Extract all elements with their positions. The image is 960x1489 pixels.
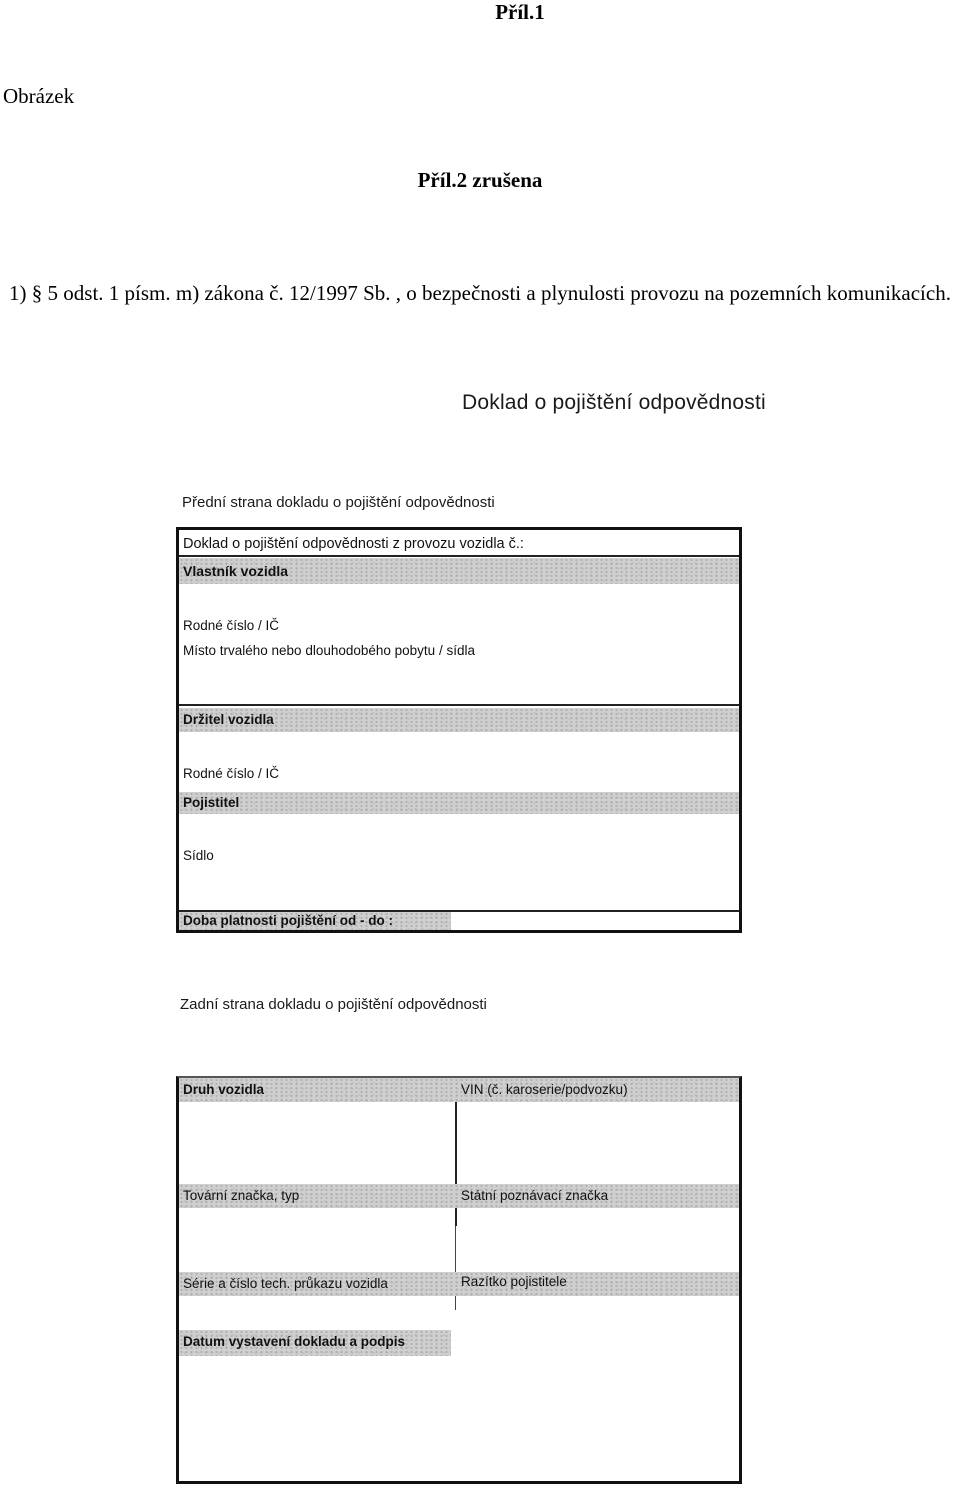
insurer-row (179, 792, 739, 814)
insurer-seat-label: Sídlo (183, 848, 214, 863)
front-form (176, 527, 742, 933)
cert-label: Série a číslo tech. průkazu vozidla (183, 1276, 388, 1291)
owner-label: Vlastník vozidla (183, 563, 289, 579)
vin-label: VIN (č. karoserie/podvozku) (461, 1082, 628, 1097)
stamp-label: Razítko pojistitele (461, 1274, 567, 1289)
appendix-2-heading: Příl.2 zrušena (417, 168, 543, 192)
appendix-1-heading: Příl.1 (495, 0, 545, 24)
owner-row (179, 558, 739, 584)
holder-label: Držitel vozidla (183, 712, 274, 727)
owner-address-label: Místo trvalého nebo dlouhodobého pobytu / sídla (183, 643, 475, 658)
insurer-label: Pojistitel (183, 795, 240, 810)
make-label: Tovární značka, typ (183, 1188, 300, 1203)
owner-id-label: Rodné číslo / IČ (183, 618, 280, 633)
issue-label: Datum vystavení dokladu a podpis (183, 1334, 406, 1349)
validity-row (179, 912, 739, 930)
column-divider (455, 1226, 456, 1310)
validity-label: Doba platnosti pojištění od - do : (183, 913, 393, 928)
back-section-title: Zadní strana dokladu o pojištění odpovědnosti (180, 996, 487, 1013)
holder-id-label: Rodné číslo / IČ (183, 766, 280, 781)
vehicle-type-label: Druh vozidla (183, 1082, 265, 1097)
footnote: 1) § 5 odst. 1 písm. m) zákona č. 12/1997 Sb. , o bezpečnosti a plynulosti provozu na pozemních komunikacích. (9, 281, 951, 305)
document-number-row (179, 533, 739, 557)
holder-row (179, 708, 739, 732)
document-number-label: Doklad o pojištění odpovědnosti z provozu vozidla č.: (183, 536, 524, 552)
form-title: Doklad o pojištění odpovědnosti (462, 391, 766, 414)
plate-label: Státní poznávací značka (461, 1188, 609, 1203)
image-label: Obrázek (3, 84, 75, 108)
front-section-title: Přední strana dokladu o pojištění odpovědnosti (182, 494, 495, 511)
divider (179, 704, 739, 706)
back-form (176, 1076, 742, 1484)
